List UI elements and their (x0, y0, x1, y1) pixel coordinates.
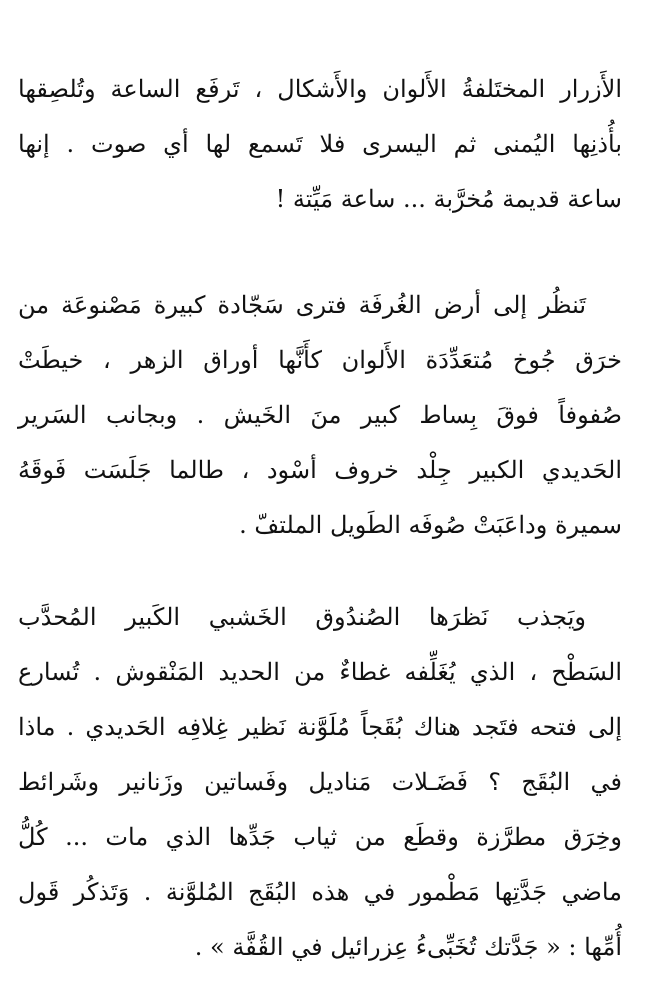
text-line: ويَجذب نَظرَها الصُندُوق الخَشبي الكَبير المُحدَّب (18, 603, 586, 631)
text-line: إلى فتحه فتَجد هناك بُقَجاً مُلَوَّنة نَظير غِلافِه الحَديدي . ماذا (18, 713, 622, 741)
text-line: السَطْح ، الذي يُغَلِّفه غطاءٌ من الحديد المَنْقوش . تُسارع (18, 658, 623, 686)
text-line: صُفوفاً فوقَ بِساط كبير منَ الخَيش . وبجانب السَرير (18, 401, 622, 429)
paragraph-2 (18, 278, 622, 553)
text-line: ماضي جَدَّتِها مَطْمور في هذه البُقَج المُلوَّنة . وَتَذكُر قَول (18, 878, 623, 906)
text-line: تَنظُر إلى أرض الغُرفَة فترى سَجّادة كبيرة مَصْنوعَة من (18, 291, 586, 319)
text-line: في البُقَج ؟ فَضَـلات مَناديل وفَساتين وزَنانير وشَرائط (18, 768, 622, 796)
text-line: سميرة وداعَبَتْ صُوفَه الطَويل الملتفّ . (239, 511, 622, 539)
text-line: أُمِّها : « جَدَّتك تُخَبِّىءُ عِزرائيل في القُفَّة » . (194, 933, 622, 961)
text-line: خرَق جُوخ مُتعَدِّدَة الأَلوان كأَنَّها أوراق الزهر ، خيطَتْ (18, 346, 622, 374)
paragraph-3 (18, 590, 622, 975)
text-line: بأُذنِها اليُمنى ثم اليسرى فلا تَسمع لها أي صوت . إنها (18, 130, 622, 158)
text-line: ساعة قديمة مُخرَّبة ... ساعة مَيِّتة ! (275, 185, 622, 213)
text-line: الحَديدي الكبير جِلْد خروف أسْود ، طالما جَلَسَت فَوقَهُ (18, 456, 622, 484)
paragraph-1 (18, 62, 622, 227)
text-line: وخِرَق مطرَّزة وقطَع من ثياب جَدِّها الذي مات ... كُلُّ (18, 823, 622, 851)
text-line: الأَزرار المختَلفةُ الأَلوان والأَشكال ، تَرفَع الساعة وتُلصِقها (18, 75, 622, 103)
